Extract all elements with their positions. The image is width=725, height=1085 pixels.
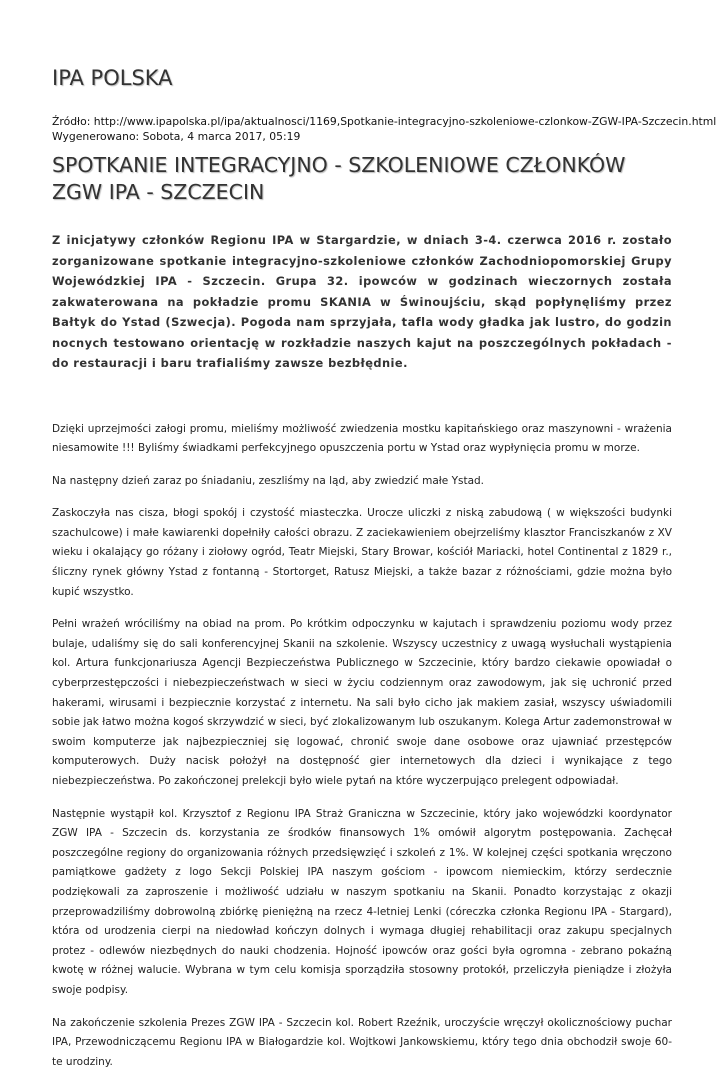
article-paragraph: Następnie wystąpił kol. Krzysztof z Regionu IPA Straż Graniczna w Szczecinie, który jako wojewódzki koordynator ZGW IPA - Szczecin ds. korzystania ze środków finansowych 1% omówił algorytm postępowania. Zachęcał poszczególne regiony do organizowania różnych przedsięwzięć i szkoleń z 1%. W kolejnej części spotkania wręczono pamiątkowe gadżety z logo Sekcji Polskiej IPA naszym gościom - ipowcom niemieckim, którzy serdecznie podziękowali za zaproszenie i możliwość udziału w naszym spotkaniu na Skanii. Ponadto korzystając z okazji przeprowadziliśmy dobrowolną zbiórkę pieniężną na rzecz 4-letniej Lenki (córeczka członka Regionu IPA - Stargard), która od urodzenia cierpi na niedowład kończyn dolnych i wymaga długiej rehabilitacji oraz zakupu specjalnych protez - odlewów niezbędnych do nauki chodzenia. Hojność ipowców oraz gości była ogromna - zebrano pokaźną kwotę w różnej walucie. Wybrana w tym celu komisja sporządziła stosowny protokół, przeliczyła pieniądze i złożyła swoje podpisy.: [52, 807, 672, 996]
article-content: [52, 230, 672, 1085]
generated-line: Wygenerowano: Sobota, 4 marca 2017, 05:19: [52, 130, 301, 143]
article-body: [52, 420, 672, 1073]
article-paragraph: Na następny dzień zaraz po śniadaniu, zeszliśmy na ląd, aby zwiedzić małe Ystad.: [52, 474, 485, 487]
article-title: SPOTKANIE INTEGRACYJNO - SZKOLENIOWE CZŁONKÓW ZGW IPA - SZCZECIN: [52, 153, 626, 204]
article-paragraph: Na zakończenie szkolenia Prezes ZGW IPA - Szczecin kol. Robert Rzeźnik, uroczyście wręczył okolicznościowy puchar IPA, Przewodniczącemu Regionu IPA w Białogardzie kol. Wojtkowi Jankowskiemu, który tego dnia obchodził swoje 60-te urodziny.: [52, 1016, 672, 1068]
site-title: IPA POLSKA: [52, 66, 173, 90]
source-line: Źródło: http://www.ipapolska.pl/ipa/aktualnosci/1169,Spotkanie-integracyjno-szkoleniowe-czlonkow-ZGW-IPA-Szczecin.html: [52, 115, 717, 128]
article-paragraph: Pełni wrażeń wróciliśmy na obiad na prom. Po krótkim odpoczynku w kajutach i sprawdzeniu poziomu wody przez bulaje, udaliśmy się do sali konferencyjnej Skanii na szkolenie. Wszyscy uczestnicy z uwagą wysłuchali wystąpienia kol. Artura funkcjonariusza Agencji Bezpieczeństwa Publicznego w Szczecinie, który bardzo ciekawie opowiadał o cyberprzestępczości i niebezpieczeństwach w sieci w życiu codziennym oraz zawodowym, jak się uchronić przed hakerami, wirusami i bezpiecznie korzystać z internetu. Na sali było cicho jak makiem zasiał, wszyscy uświadomili sobie jak łatwo można kogoś skrzywdzić w sieci, być zlokalizowanym lub oszukanym. Kolega Artur zademonstrował w swoim komputerze jak najbezpieczniej się logować, chronić swoje dane osobowe oraz ujawniać przestępców komputerowych. Duży nacisk położył na dostępność gier internetowych dla dzieci i wynikające z tego niebezpieczeństwa. Po zakończonej prelekcji było wiele pytań na które wyczerpująco prelegent odpowiadał.: [52, 618, 672, 787]
document-meta: [52, 114, 716, 144]
article-paragraph: Zaskoczyła nas cisza, błogi spokój i czystość miasteczka. Urocze uliczki z niską zabudową ( w większości budynki szachulcowe) i małe kawiarenki dopełniły całości obrazu. Z zaciekawieniem obejrzeliśmy klasztor Franciszkanów z XV wieku i okalający go różany i ziołowy ogród, Teatr Miejski, Stary Browar, kościół Mariacki, hotel Continental z 1829 r., śliczny rynek główny Ystad z fontanną - Stortorget, Ratusz Miejski, a także bazar z różnościami, gdzie można było kupić wszystko.: [52, 507, 672, 598]
article-paragraph: Dzięki uprzejmości załogi promu, mieliśmy możliwość zwiedzenia mostku kapitańskiego oraz maszynowni - wrażenia niesamowite !!! Byliśmy świadkami perfekcyjnego opuszczenia portu w Ystad oraz wypłynięcia promu w morze.: [52, 422, 672, 455]
article-lead: Z inicjatywy członków Regionu IPA w Stargardzie, w dniach 3-4. czerwca 2016 r. zostało zorganizowane spotkanie integracyjno-szkoleniowe członków Zachodniopomorskiej Grupy Wojewódzkiej IPA - Szczecin. Grupa 32. ipowców w godzinach wieczornych została zakwaterowana na pokładzie promu SKANIA w Świnoujściu, skąd popłynęliśmy przez Bałtyk do Ystad (Szwecja). Pogoda nam sprzyjała, tafla wody gładka jak lustro, do godzin nocnych testowano orientację w rozkładzie naszych kajut na poszczególnych pokładach - do restauracji i baru trafialiśmy zawsze bezbłędnie.: [52, 233, 672, 370]
